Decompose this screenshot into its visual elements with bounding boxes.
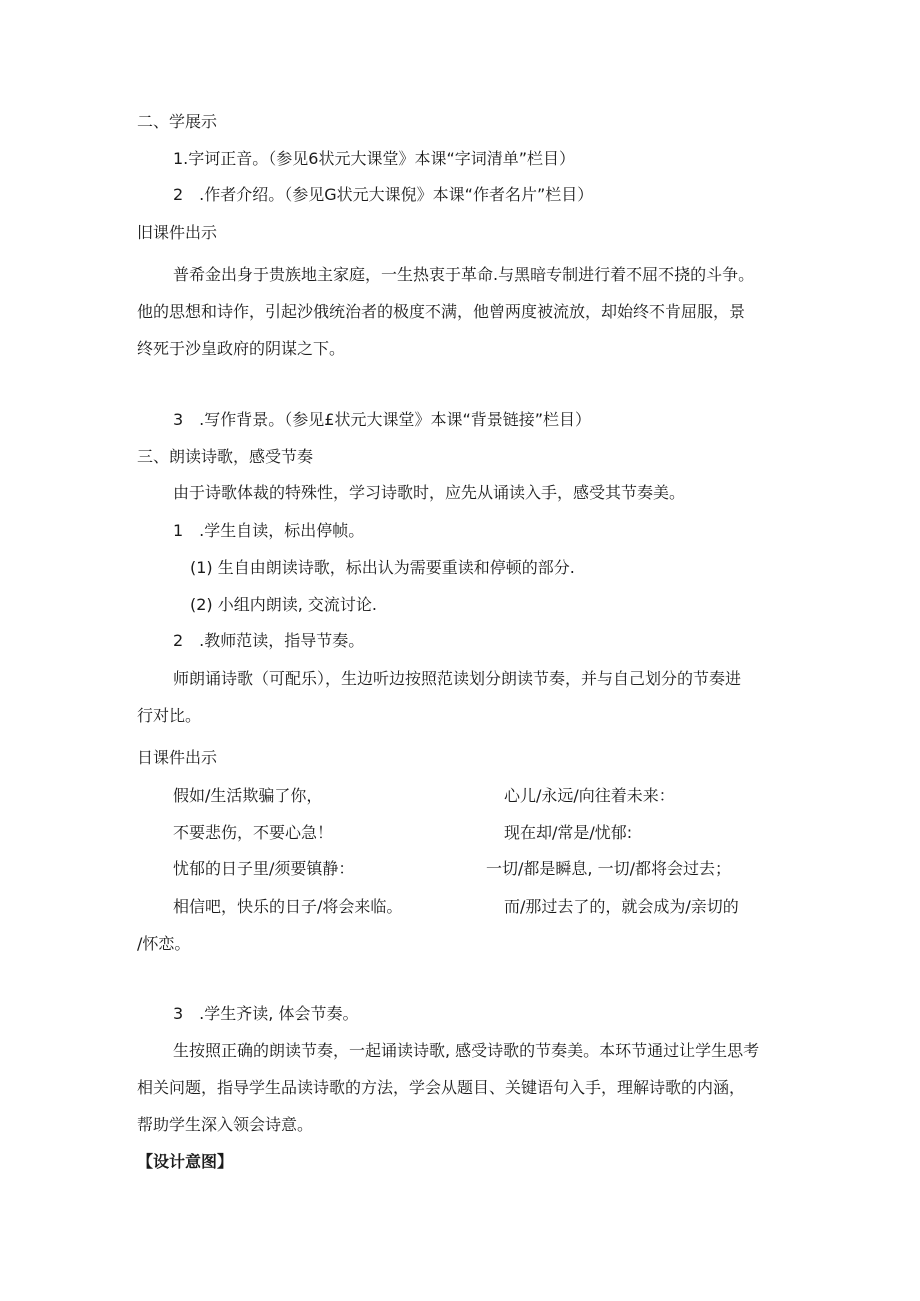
step-1-sub-1: (1) 生自由朗读诗歌，标出认为需要重读和停顿的部分. (190, 558, 575, 577)
poem-right-line-4: 而/那过去了的，就会成为/亲切的 (504, 897, 739, 916)
poem-left-line-3: 忧郁的日子里/须要镇静： (173, 859, 355, 878)
poem-left-line-2: 不要悲伤，不要心急！ (173, 823, 334, 842)
step-2-desc-line-2: 行对比。 (137, 706, 202, 725)
section-3-title: 三、朗读诗歌，感受节奏 (137, 447, 314, 466)
poem-right-line-2: 现在却/常是/忧郁: (504, 823, 633, 842)
step-2-desc-line-1: 师朗诵诗歌（可配乐），生边听边按照范读划分朗读节奏，并与自己划分的节奏进 (173, 669, 742, 688)
step-1-sub-2: (2) 小组内朗读, 交流讨论. (190, 595, 378, 614)
bio-line-2: 他的思想和诗作，引起沙俄统治者的极度不满，他曾两度被流放，却始终不肯屈服，景 (137, 302, 746, 321)
section-2-item-1: 1.字诃正音。（参见6状元大课堂》本课“字词清单”栏目） (173, 149, 576, 168)
section-2-title: 二、学展示 (137, 112, 218, 131)
poem-right-line-1: 心儿/永远/向往着未来： (504, 786, 675, 805)
section-3-intro: 由于诗歌体裁的特殊性，学习诗歌时，应先从诵读入手，感受其节奏美。 (173, 483, 686, 502)
bio-line-1: 普希金出身于贵族地主家庭，一生热衷于革命.与黑暗专制进行着不屈不挠的斗争。 (173, 265, 755, 284)
step-3-desc-line-1: 生按照正确的朗读节奏，一起诵读诗歌, 感受诗歌的节奏美。本环节通过让学生思考 (173, 1041, 760, 1060)
step-3: 3 .学生齐读, 体会节奏。 (173, 1004, 359, 1023)
section-2-item-2: 2 .作者介绍。（参见G状元大课倪》本课“作者名片”栏目） (173, 185, 594, 204)
poem-continuation: /怀恋。 (137, 934, 191, 953)
step-1: 1 .学生自读，标出停帧。 (173, 521, 365, 540)
step-3-desc-line-2: 相关问题，指导学生品读诗歌的方法，学会从题目、关键语句入手，理解诗歌的内涵， (137, 1078, 746, 1097)
poem-left-line-4: 相信吧，快乐的日子/将会来临。 (173, 897, 403, 916)
section-2-item-3: 3 .写作背景。（参见£状元大课堂》本课“背景链接”栏目） (173, 410, 592, 429)
bio-line-3: 终死于沙皇政府的阴谋之下。 (137, 339, 346, 358)
step-2: 2 .教师范读，指导节奏。 (173, 631, 365, 650)
design-intent-heading: 【设计意图】 (137, 1152, 234, 1171)
step-3-desc-line-3: 帮助学生深入领会诗意。 (137, 1115, 314, 1134)
courseware-label-2: 日课件出示 (137, 748, 218, 767)
poem-right-line-3: 一切/都是瞬息, 一切/都将会过去； (486, 859, 731, 878)
courseware-label-1: 旧课件出示 (137, 223, 218, 242)
poem-left-line-1: 假如/生活欺骗了你， (173, 786, 323, 805)
